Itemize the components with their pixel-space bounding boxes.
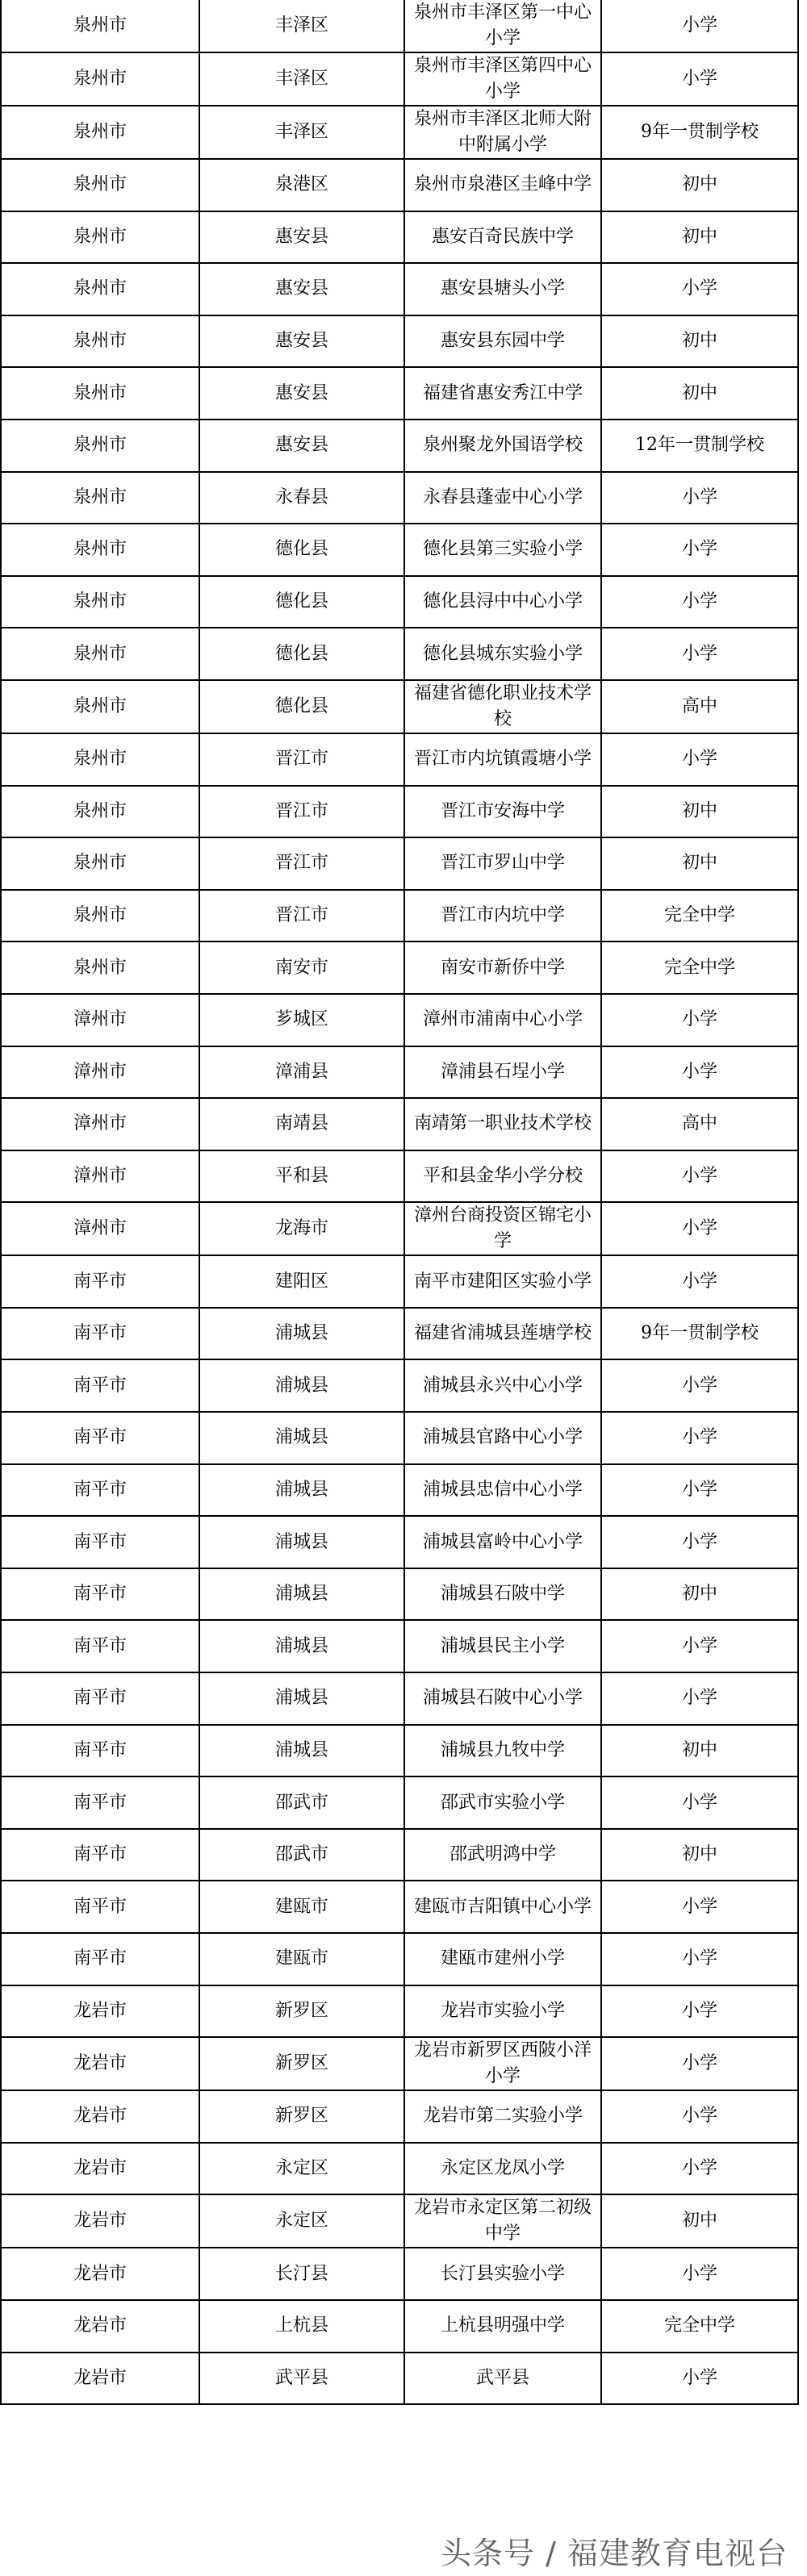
school-name-cell: 德化县浔中中心小学: [404, 576, 601, 628]
school-name-cell: 浦城县石陂中学: [404, 1568, 601, 1621]
school-type-cell: 小学: [601, 994, 798, 1046]
table-row: [1, 2037, 798, 2090]
district-cell: 永定区: [199, 2143, 404, 2195]
school-type-cell: 小学: [601, 472, 798, 524]
city-cell: 南平市: [1, 1829, 199, 1881]
district-cell: 浦城县: [199, 1464, 404, 1517]
school-type-cell: 初中: [601, 1568, 798, 1621]
city-cell: 泉州市: [1, 159, 199, 211]
city-cell: 南平市: [1, 1672, 199, 1725]
school-name-cell: 泉州市丰泽区第一中心小学: [404, 0, 601, 52]
city-cell: 龙岩市: [1, 2143, 199, 2195]
school-name-cell: 德化县城东实验小学: [404, 628, 601, 680]
table-row: [1, 1098, 798, 1150]
table-row: [1, 1046, 798, 1099]
school-type-cell: 初中: [601, 211, 798, 264]
city-cell: 南平市: [1, 1568, 199, 1621]
district-cell: 浦城县: [199, 1516, 404, 1568]
table-row: [1, 576, 798, 628]
district-cell: 德化县: [199, 576, 404, 628]
district-cell: 晋江市: [199, 837, 404, 890]
table-row: [1, 2143, 798, 2195]
district-cell: 浦城县: [199, 1672, 404, 1725]
school-type-cell: 小学: [601, 1046, 798, 1099]
table-row: [1, 680, 798, 733]
city-cell: 漳州市: [1, 1202, 199, 1255]
school-name-cell: 惠安百奇民族中学: [404, 211, 601, 264]
school-type-cell: 小学: [601, 1985, 798, 2038]
district-cell: 上杭县: [199, 2300, 404, 2353]
school-type-cell: 小学: [601, 2353, 798, 2405]
school-name-cell: 泉州市丰泽区第四中心小学: [404, 52, 601, 106]
city-cell: 漳州市: [1, 1046, 199, 1099]
city-cell: 龙岩市: [1, 2353, 199, 2405]
table-row: [1, 2194, 798, 2248]
district-cell: 德化县: [199, 524, 404, 576]
district-cell: 浦城县: [199, 1308, 404, 1360]
school-name-cell: 漳州市浦南中心小学: [404, 994, 601, 1046]
table-row: [1, 1568, 798, 1621]
table-row: [1, 1881, 798, 1933]
table-row: [1, 1985, 798, 2038]
city-cell: 泉州市: [1, 628, 199, 680]
school-type-cell: 高中: [601, 680, 798, 733]
city-cell: 南平市: [1, 1620, 199, 1672]
city-cell: 泉州市: [1, 941, 199, 994]
district-cell: 长汀县: [199, 2248, 404, 2300]
table-row: [1, 106, 798, 159]
table-row: [1, 1829, 798, 1881]
school-type-cell: 初中: [601, 315, 798, 368]
school-type-cell: 小学: [601, 1933, 798, 1985]
table-row: [1, 994, 798, 1046]
school-type-cell: 小学: [601, 1359, 798, 1412]
city-cell: 龙岩市: [1, 2300, 199, 2353]
city-cell: 泉州市: [1, 472, 199, 524]
table-row: [1, 1620, 798, 1672]
school-name-cell: 平和县金华小学分校: [404, 1150, 601, 1203]
district-cell: 邵武市: [199, 1829, 404, 1881]
watermark-text: 头条号 / 福建教育电视台: [441, 2536, 788, 2571]
city-cell: 泉州市: [1, 263, 199, 315]
school-name-cell: 永春县蓬壶中心小学: [404, 472, 601, 524]
table-row: [1, 367, 798, 420]
table-row: [1, 1150, 798, 1203]
city-cell: 泉州市: [1, 837, 199, 890]
table-row: [1, 786, 798, 838]
school-type-cell: 小学: [601, 1150, 798, 1203]
district-cell: 晋江市: [199, 733, 404, 786]
table-row: [1, 159, 798, 211]
district-cell: 浦城县: [199, 1568, 404, 1621]
district-cell: 浦城县: [199, 1620, 404, 1672]
school-name-cell: 晋江市安海中学: [404, 786, 601, 838]
district-cell: 惠安县: [199, 315, 404, 368]
school-name-cell: 泉州市泉港区圭峰中学: [404, 159, 601, 211]
district-cell: 建阳区: [199, 1255, 404, 1308]
school-type-cell: 初中: [601, 1725, 798, 1777]
school-type-cell: 小学: [601, 2248, 798, 2300]
table-row: [1, 420, 798, 472]
school-type-cell: 小学: [601, 1202, 798, 1255]
table-row: [1, 52, 798, 106]
district-cell: 晋江市: [199, 890, 404, 942]
city-cell: 泉州市: [1, 420, 199, 472]
district-cell: 武平县: [199, 2353, 404, 2405]
district-cell: 邵武市: [199, 1776, 404, 1829]
table-row: [1, 1202, 798, 1255]
school-name-cell: 泉州市丰泽区北师大附中附属小学: [404, 106, 601, 159]
school-name-cell: 惠安县东园中学: [404, 315, 601, 368]
school-type-cell: 完全中学: [601, 941, 798, 994]
city-cell: 南平市: [1, 1412, 199, 1464]
school-name-cell: 龙岩市第二实验小学: [404, 2090, 601, 2143]
table-row: [1, 2353, 798, 2405]
city-cell: 南平市: [1, 1359, 199, 1412]
school-name-cell: 武平县: [404, 2353, 601, 2405]
table-row: [1, 733, 798, 786]
district-cell: 建瓯市: [199, 1933, 404, 1985]
school-name-cell: 浦城县石陂中心小学: [404, 1672, 601, 1725]
district-cell: 永春县: [199, 472, 404, 524]
school-name-cell: 浦城县九牧中学: [404, 1725, 601, 1777]
table-row: [1, 1725, 798, 1777]
city-cell: 龙岩市: [1, 1985, 199, 2038]
table-row: [1, 890, 798, 942]
school-name-cell: 泉州聚龙外国语学校: [404, 420, 601, 472]
table-row: [1, 1359, 798, 1412]
city-cell: 龙岩市: [1, 2248, 199, 2300]
school-name-cell: 晋江市罗山中学: [404, 837, 601, 890]
school-type-cell: 9年一贯制学校: [601, 106, 798, 159]
district-cell: 晋江市: [199, 786, 404, 838]
city-cell: 泉州市: [1, 211, 199, 264]
city-cell: 南平市: [1, 1516, 199, 1568]
school-name-cell: 浦城县永兴中心小学: [404, 1359, 601, 1412]
school-name-cell: 福建省浦城县莲塘学校: [404, 1308, 601, 1360]
district-cell: 泉港区: [199, 159, 404, 211]
school-type-cell: 完全中学: [601, 2300, 798, 2353]
table-row: [1, 263, 798, 315]
table-row: [1, 941, 798, 994]
school-type-cell: 小学: [601, 1516, 798, 1568]
school-type-cell: 小学: [601, 733, 798, 786]
table-row: [1, 2248, 798, 2300]
school-name-cell: 浦城县民主小学: [404, 1620, 601, 1672]
city-cell: 龙岩市: [1, 2037, 199, 2090]
table-row: [1, 211, 798, 264]
district-cell: 德化县: [199, 628, 404, 680]
school-type-cell: 小学: [601, 52, 798, 106]
table-row: [1, 1516, 798, 1568]
table-row: [1, 1933, 798, 1985]
district-cell: 德化县: [199, 680, 404, 733]
district-cell: 芗城区: [199, 994, 404, 1046]
city-cell: 漳州市: [1, 1098, 199, 1150]
school-name-cell: 漳州台商投资区锦宅小学: [404, 1202, 601, 1255]
city-cell: 南平市: [1, 1933, 199, 1985]
city-cell: 南平市: [1, 1464, 199, 1517]
school-type-cell: 初中: [601, 2194, 798, 2248]
district-cell: 建瓯市: [199, 1881, 404, 1933]
city-cell: 泉州市: [1, 0, 199, 52]
table-row: [1, 2090, 798, 2143]
city-cell: 南平市: [1, 1308, 199, 1360]
table-row: [1, 315, 798, 368]
city-cell: 泉州市: [1, 524, 199, 576]
school-name-cell: 晋江市内坑镇霞塘小学: [404, 733, 601, 786]
school-type-cell: 小学: [601, 2143, 798, 2195]
school-name-cell: 浦城县官路中心小学: [404, 1412, 601, 1464]
school-name-cell: 南靖第一职业技术学校: [404, 1098, 601, 1150]
city-cell: 泉州市: [1, 52, 199, 106]
district-cell: 丰泽区: [199, 0, 404, 52]
district-cell: 惠安县: [199, 367, 404, 420]
school-name-cell: 龙岩市永定区第二初级中学: [404, 2194, 601, 2248]
district-cell: 浦城县: [199, 1412, 404, 1464]
school-name-cell: 漳浦县石埕小学: [404, 1046, 601, 1099]
school-name-cell: 龙岩市实验小学: [404, 1985, 601, 2038]
table-row: [1, 1412, 798, 1464]
city-cell: 泉州市: [1, 315, 199, 368]
city-cell: 南平市: [1, 1776, 199, 1829]
table-row: [1, 1255, 798, 1308]
district-cell: 新罗区: [199, 2037, 404, 2090]
school-type-cell: 小学: [601, 628, 798, 680]
city-cell: 泉州市: [1, 106, 199, 159]
district-cell: 惠安县: [199, 263, 404, 315]
city-cell: 泉州市: [1, 367, 199, 420]
table-row: [1, 628, 798, 680]
school-name-cell: 晋江市内坑中学: [404, 890, 601, 942]
school-name-cell: 长汀县实验小学: [404, 2248, 601, 2300]
school-type-cell: 小学: [601, 2037, 798, 2090]
district-cell: 丰泽区: [199, 52, 404, 106]
school-type-cell: 小学: [601, 263, 798, 315]
city-cell: 南平市: [1, 1725, 199, 1777]
district-cell: 新罗区: [199, 1985, 404, 2038]
school-type-cell: 小学: [601, 1776, 798, 1829]
school-name-cell: 上杭县明强中学: [404, 2300, 601, 2353]
table-row: [1, 1776, 798, 1829]
district-cell: 南靖县: [199, 1098, 404, 1150]
school-name-cell: 福建省惠安秀江中学: [404, 367, 601, 420]
school-type-cell: 小学: [601, 1412, 798, 1464]
table-body: [1, 0, 798, 2404]
city-cell: 龙岩市: [1, 2090, 199, 2143]
city-cell: 泉州市: [1, 733, 199, 786]
table-row: [1, 837, 798, 890]
school-name-cell: 建瓯市吉阳镇中心小学: [404, 1881, 601, 1933]
school-type-cell: 小学: [601, 576, 798, 628]
district-cell: 浦城县: [199, 1725, 404, 1777]
school-name-cell: 浦城县忠信中心小学: [404, 1464, 601, 1517]
school-name-cell: 建瓯市建州小学: [404, 1933, 601, 1985]
district-cell: 南安市: [199, 941, 404, 994]
table-row: [1, 1308, 798, 1360]
school-type-cell: 9年一贯制学校: [601, 1308, 798, 1360]
school-type-cell: 小学: [601, 1881, 798, 1933]
city-cell: 泉州市: [1, 786, 199, 838]
school-type-cell: 完全中学: [601, 890, 798, 942]
city-cell: 泉州市: [1, 576, 199, 628]
school-name-cell: 南平市建阳区实验小学: [404, 1255, 601, 1308]
school-type-cell: 小学: [601, 1464, 798, 1517]
school-name-cell: 德化县第三实验小学: [404, 524, 601, 576]
school-type-cell: 12年一贯制学校: [601, 420, 798, 472]
school-name-cell: 永定区龙凤小学: [404, 2143, 601, 2195]
school-type-cell: 小学: [601, 524, 798, 576]
school-type-cell: 小学: [601, 1255, 798, 1308]
district-cell: 浦城县: [199, 1359, 404, 1412]
school-type-cell: 小学: [601, 1672, 798, 1725]
school-name-cell: 邵武市实验小学: [404, 1776, 601, 1829]
city-cell: 南平市: [1, 1881, 199, 1933]
table-row: [1, 1464, 798, 1517]
district-cell: 永定区: [199, 2194, 404, 2248]
table-row: [1, 472, 798, 524]
city-cell: 泉州市: [1, 680, 199, 733]
school-name-cell: 惠安县塘头小学: [404, 263, 601, 315]
district-cell: 丰泽区: [199, 106, 404, 159]
school-name-cell: 浦城县富岭中心小学: [404, 1516, 601, 1568]
district-cell: 新罗区: [199, 2090, 404, 2143]
table-row: [1, 0, 798, 52]
city-cell: 漳州市: [1, 1150, 199, 1203]
city-cell: 南平市: [1, 1255, 199, 1308]
district-cell: 平和县: [199, 1150, 404, 1203]
school-name-cell: 龙岩市新罗区西陂小洋小学: [404, 2037, 601, 2090]
school-type-cell: 高中: [601, 1098, 798, 1150]
school-type-cell: 初中: [601, 367, 798, 420]
school-name-cell: 邵武明鸿中学: [404, 1829, 601, 1881]
school-type-cell: 初中: [601, 159, 798, 211]
table-row: [1, 2300, 798, 2353]
table-row: [1, 524, 798, 576]
city-cell: 漳州市: [1, 994, 199, 1046]
district-cell: 惠安县: [199, 420, 404, 472]
district-cell: 惠安县: [199, 211, 404, 264]
district-cell: 漳浦县: [199, 1046, 404, 1099]
school-name-cell: 福建省德化职业技术学校: [404, 680, 601, 733]
school-type-cell: 初中: [601, 1829, 798, 1881]
city-cell: 泉州市: [1, 890, 199, 942]
school-type-cell: 小学: [601, 0, 798, 52]
school-type-cell: 小学: [601, 1620, 798, 1672]
table-row: [1, 1672, 798, 1725]
school-type-cell: 初中: [601, 786, 798, 838]
city-cell: 龙岩市: [1, 2194, 199, 2248]
school-name-cell: 南安市新侨中学: [404, 941, 601, 994]
school-type-cell: 初中: [601, 837, 798, 890]
school-type-cell: 小学: [601, 2090, 798, 2143]
district-cell: 龙海市: [199, 1202, 404, 1255]
